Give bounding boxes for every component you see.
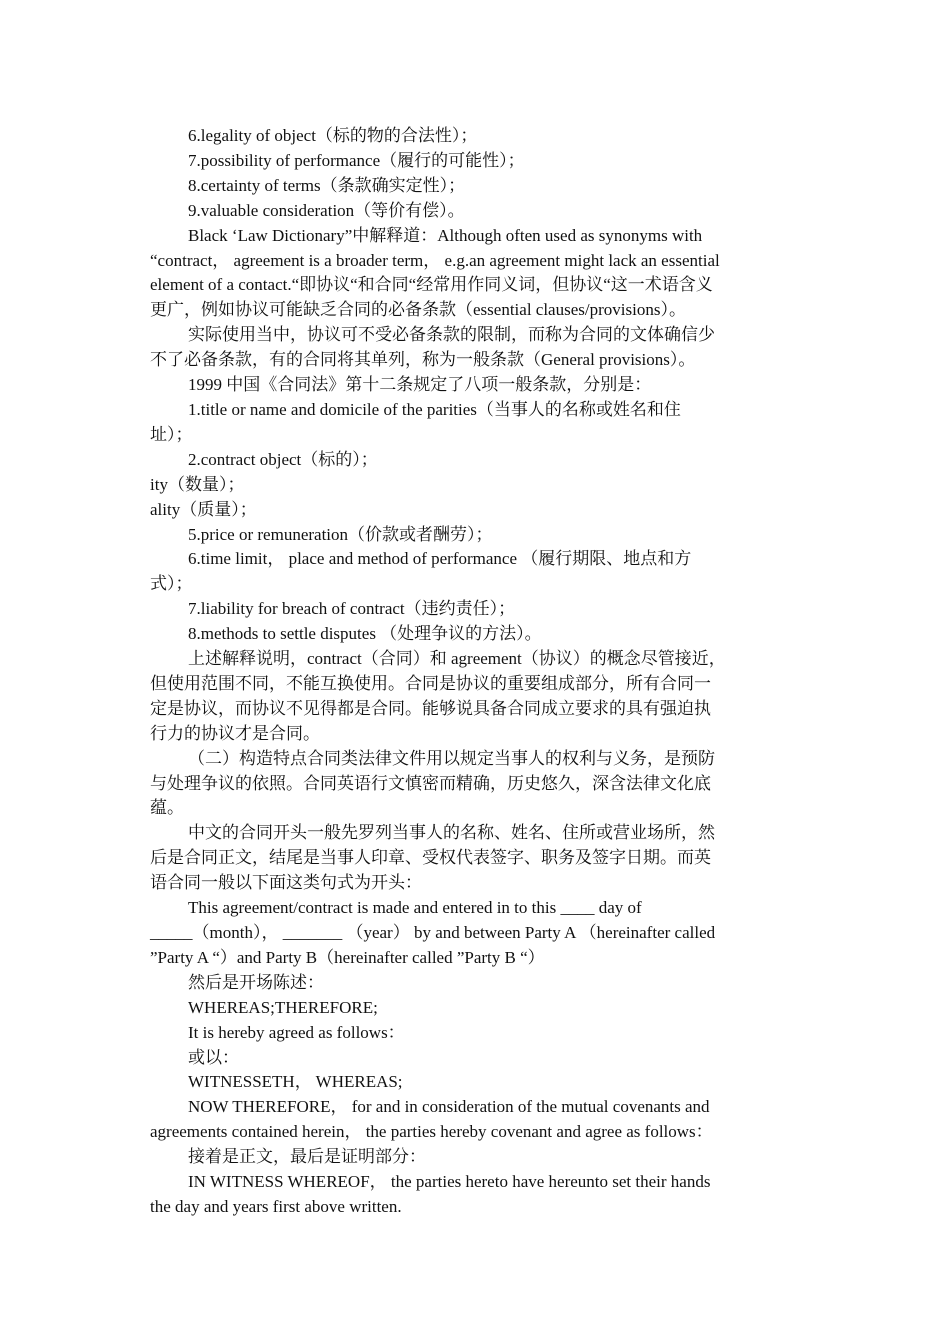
text-line: 接着是正文，最后是证明部分： <box>188 1147 426 1167</box>
text-line: 或以： <box>188 1047 239 1067</box>
paragraph-3 <box>150 174 800 199</box>
paragraph-22 <box>150 1021 800 1046</box>
paragraph-27 <box>150 1170 800 1220</box>
paragraph-1 <box>150 124 800 149</box>
text-line: Black ‘Law Dictionary”中解释道：Although often used as synonyms with <box>188 225 703 245</box>
text-line: 行力的协议才是合同。 <box>150 723 320 743</box>
text-line: 1.title or name and domicile of the parities（当事人的名称或姓名和住 <box>188 399 681 419</box>
text-line: 6.legality of object（标的物的合法性）； <box>188 126 478 145</box>
paragraph-11 <box>150 498 800 523</box>
text-line: 6.time limit， place and method of performance （履行期限、地点和方 <box>188 549 692 569</box>
paragraph-23 <box>150 1046 800 1071</box>
paragraph-19 <box>150 896 800 971</box>
text-line: 2.contract object（标的）； <box>188 449 378 469</box>
paragraph-4 <box>150 199 800 224</box>
paragraph-6 <box>150 323 800 373</box>
text-line: “contract， agreement is a broader term， e.g.an agreement might lack an essential <box>150 250 720 270</box>
text-line: 址）； <box>150 424 193 444</box>
paragraph-12 <box>150 523 800 548</box>
paragraph-9 <box>150 448 800 473</box>
text-line: 语合同一般以下面这类句式为开头： <box>150 873 422 893</box>
paragraph-20 <box>150 971 800 996</box>
paragraph-5 <box>150 224 800 324</box>
paragraph-15 <box>150 622 800 647</box>
text-line: IN WITNESS WHEREOF， the parties hereto have hereunto set their hands <box>188 1172 711 1192</box>
text-line: 1999 中国《合同法》第十二条规定了八项一般条款，分别是： <box>188 375 652 395</box>
document-body <box>150 124 800 1220</box>
text-line: 定是协议，而协议不见得都是合同。能够说具备合同成立要求的具有强迫执 <box>150 698 711 718</box>
text-line: 上述解释说明，contract（合同）和 agreement（协议）的概念尽管接近， <box>188 649 726 669</box>
text-line: It is hereby agreed as follows： <box>188 1022 405 1042</box>
text-line: ality（质量）； <box>150 499 257 519</box>
text-line: 8.certainty of terms（条款确实定性）； <box>188 175 466 195</box>
text-line: 更广，例如协议可能缺乏合同的必备条款（essential clauses/provisions）。 <box>150 300 686 320</box>
paragraph-8 <box>150 398 800 448</box>
text-line: 中文的合同开头一般先罗列当事人的名称、姓名、住所或营业场所，然 <box>188 823 715 843</box>
text-line: （二）构造特点合同类法律文件用以规定当事人的权利与义务，是预防 <box>188 748 715 768</box>
paragraph-10 <box>150 473 800 498</box>
text-line: 9.valuable consideration（等价有偿）。 <box>188 200 465 220</box>
paragraph-14 <box>150 597 800 622</box>
text-line: This agreement/contract is made and entered in to this ____ day of <box>188 898 642 918</box>
text-line: ity（数量）； <box>150 474 245 494</box>
text-line: 与处理争议的依照。合同英语行文慎密而精确，历史悠久，深含法律文化底 <box>150 773 711 793</box>
paragraph-17 <box>150 747 800 822</box>
paragraph-24 <box>150 1070 800 1095</box>
paragraph-25 <box>150 1095 800 1145</box>
text-line: 实际使用当中，协议可不受必备条款的限制，而称为合同的文体确信少 <box>188 325 715 345</box>
text-line: the day and years first above written. <box>150 1196 402 1216</box>
text-line: 7.possibility of performance（履行的可能性）； <box>188 150 525 170</box>
paragraph-13 <box>150 547 800 597</box>
text-line: element of a contact.“即协议“和合同“经常用作同义词，但协议“这一术语含义 <box>150 275 713 295</box>
paragraph-21 <box>150 996 800 1021</box>
text-line: 然后是开场陈述： <box>188 972 324 992</box>
paragraph-18 <box>150 821 800 896</box>
text-line: WHEREAS;THEREFORE; <box>188 997 378 1017</box>
text-line: agreements contained herein， the parties hereby covenant and agree as follows： <box>150 1122 713 1142</box>
text-line: 式）； <box>150 574 193 594</box>
text-line: 蕴。 <box>150 798 184 818</box>
text-line: 8.methods to settle disputes （处理争议的方法）。 <box>188 624 542 644</box>
paragraph-16 <box>150 647 800 747</box>
text-line: 5.price or remuneration（价款或者酬劳）； <box>188 524 493 544</box>
text-line: _____（month）， _______ （year） by and between Party A （hereinafter called <box>150 923 716 942</box>
paragraph-7 <box>150 373 800 398</box>
text-line: NOW THEREFORE， for and in consideration of the mutual covenants and <box>188 1097 710 1117</box>
text-line: 7.liability for breach of contract（违约责任）； <box>188 599 516 619</box>
paragraph-26 <box>150 1145 800 1170</box>
paragraph-2 <box>150 149 800 174</box>
text-line: 但使用范围不同，不能互换使用。合同是协议的重要组成部分，所有合同一 <box>150 673 711 693</box>
text-line: 不了必备条款，有的合同将其单列，称为一般条款（General provisions）。 <box>150 350 696 370</box>
text-line: WITNESSETH， WHEREAS; <box>188 1072 403 1092</box>
text-line: 后是合同正文，结尾是当事人印章、受权代表签字、职务及签字日期。而英 <box>150 848 711 868</box>
text-line: ”Party A “）and Party B（hereinafter called ”Party B “） <box>150 947 545 967</box>
